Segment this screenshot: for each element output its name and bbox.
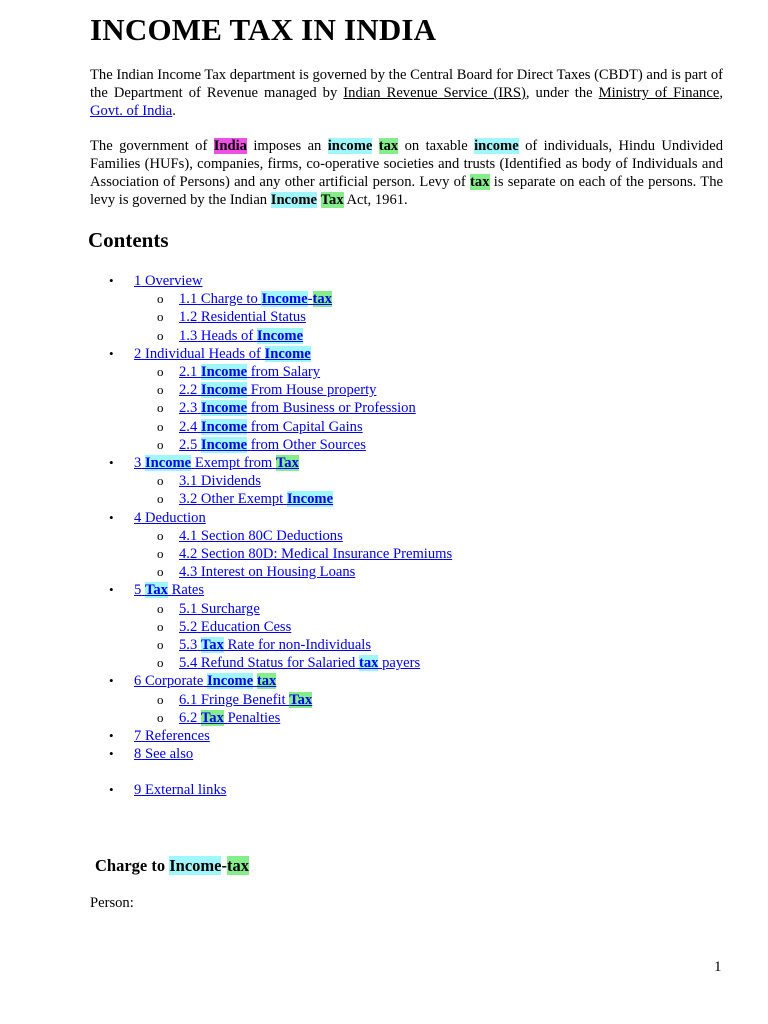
toc-item-8: [90, 745, 723, 763]
contents-heading: Contents: [88, 228, 169, 252]
toc-item-9: [90, 781, 723, 799]
toc-link-individual-heads-of-income[interactable]: 2 Individual Heads of Income: [134, 345, 311, 362]
toc-link-surcharge[interactable]: 5.1 Surcharge: [179, 600, 260, 617]
toc-item-7: [90, 727, 723, 745]
toc-link-external-links[interactable]: 9 External links: [134, 782, 227, 799]
text: of individuals, Hindu Undivided Families (HUFs), companies, firms, co-operative societies and trusts (Identified as body of Individuals and Association of Persons) and any other artificial person. Levy of: [90, 138, 723, 190]
table-of-contents: [90, 272, 723, 800]
toc-item-3-2: [90, 490, 723, 508]
text: The government of: [90, 138, 208, 154]
toc-item-6-2: [90, 709, 723, 727]
highlight-india: India: [213, 138, 247, 154]
toc-item-2-5: [90, 436, 723, 454]
highlight-tax: tax: [470, 174, 490, 190]
toc-link-income-exempt-from-tax[interactable]: 3 Income Exempt from Tax: [134, 455, 299, 472]
toc-item-1-3: [90, 327, 723, 345]
section-heading-charge-to-income-tax: Charge to Income-tax: [95, 856, 249, 875]
toc-item-1-2: [90, 308, 723, 326]
toc-link-income-from-salary[interactable]: 2.1 Income from Salary: [179, 364, 321, 381]
text: , under the: [525, 85, 593, 101]
toc-link-see-also[interactable]: 8 See also: [134, 746, 194, 763]
toc-link-section-80c[interactable]: 4.1 Section 80C Deductions: [179, 527, 343, 544]
toc-link-income-from-business[interactable]: 2.3 Income from Business or Profession: [179, 400, 416, 417]
highlight-income: Income: [270, 192, 317, 208]
toc-item-5-3: [90, 636, 723, 654]
toc-link-references[interactable]: 7 References: [134, 728, 210, 745]
toc-item-1: [90, 272, 723, 345]
govt-of-india-link[interactable]: Govt. of India: [90, 103, 173, 119]
toc-item-5-4: [90, 654, 723, 672]
toc-link-refund-status[interactable]: 5.4 Refund Status for Salaried tax payers: [179, 655, 421, 672]
ministry-of-finance-link[interactable]: Ministry of Finance: [598, 85, 720, 101]
toc-link-housing-loans[interactable]: 4.3 Interest on Housing Loans: [179, 564, 356, 581]
highlight-income: income: [474, 138, 519, 154]
text: .: [172, 103, 176, 119]
toc-item-6-1: [90, 691, 723, 709]
toc-item-2-1: [90, 363, 723, 381]
page-title: INCOME TAX IN INDIA: [90, 12, 437, 47]
text: is separate on each of the persons. The levy is governed by the Indian: [90, 174, 723, 208]
toc-link-other-exempt-income[interactable]: 3.2 Other Exempt Income: [179, 491, 334, 508]
toc-item-4: [90, 509, 723, 582]
intro-paragraph-2: [90, 137, 723, 209]
toc-link-heads-of-income[interactable]: 1.3 Heads of Income: [179, 327, 304, 344]
toc-item-3: [90, 454, 723, 509]
toc-link-fringe-benefit-tax[interactable]: 6.1 Fringe Benefit Tax: [179, 691, 313, 708]
toc-item-5: [90, 581, 723, 672]
toc-link-dividends[interactable]: 3.1 Dividends: [179, 473, 261, 490]
highlight-tax: tax: [378, 138, 399, 154]
highlight-income: income: [327, 138, 373, 154]
toc-link-tax-rates[interactable]: 5 Tax Rates: [134, 582, 205, 599]
toc-link-income-from-capital-gains[interactable]: 2.4 Income from Capital Gains: [179, 418, 363, 435]
irs-link[interactable]: Indian Revenue Service (IRS): [343, 85, 526, 101]
toc-item-4-2: [90, 545, 723, 563]
toc-item-1-1: [90, 290, 723, 308]
toc-link-tax-rate-non-individuals[interactable]: 5.3 Tax Rate for non-Individuals: [179, 637, 372, 654]
toc-link-education-cess[interactable]: 5.2 Education Cess: [179, 618, 292, 635]
toc-link-charge-to-income-tax[interactable]: 1.1 Charge to Income-tax: [179, 291, 333, 308]
toc-item-5-1: [90, 600, 723, 618]
text: imposes an: [253, 138, 322, 154]
toc-link-section-80d[interactable]: 4.2 Section 80D: Medical Insurance Premiums: [179, 546, 453, 563]
toc-item-2-4: [90, 418, 723, 436]
toc-link-deduction[interactable]: 4 Deduction: [134, 509, 206, 526]
toc-item-2-2: [90, 381, 723, 399]
toc-item-2: [90, 345, 723, 454]
text: Act, 1961.: [346, 192, 408, 208]
text: ,: [719, 85, 723, 101]
toc-link-income-from-other-sources[interactable]: 2.5 Income from Other Sources: [179, 436, 366, 453]
toc-link-tax-penalties[interactable]: 6.2 Tax Penalties: [179, 709, 281, 726]
intro-paragraph-1: [90, 66, 723, 120]
toc-item-4-1: [90, 527, 723, 545]
toc-item-6: [90, 672, 723, 727]
text: on taxable: [404, 138, 468, 154]
page-number: 1: [714, 959, 722, 975]
toc-item-3-1: [90, 472, 723, 490]
toc-item-5-2: [90, 618, 723, 636]
toc-item-2-3: [90, 399, 723, 417]
toc-link-income-from-house-property[interactable]: 2.2 Income From House property: [179, 382, 377, 399]
toc-link-overview[interactable]: 1 Overview: [134, 273, 203, 289]
toc-link-corporate-income-tax[interactable]: 6 Corporate Income tax: [134, 673, 277, 690]
toc-link-residential-status[interactable]: 1.2 Residential Status: [179, 309, 306, 326]
highlight-tax: Tax: [320, 192, 344, 208]
person-label: Person:: [90, 895, 134, 911]
text: The Indian Income Tax department is governed by the Central Board for Direct Taxes (CBDT) and is part of the Department of Revenue managed by: [90, 67, 723, 101]
toc-item-4-3: [90, 563, 723, 581]
